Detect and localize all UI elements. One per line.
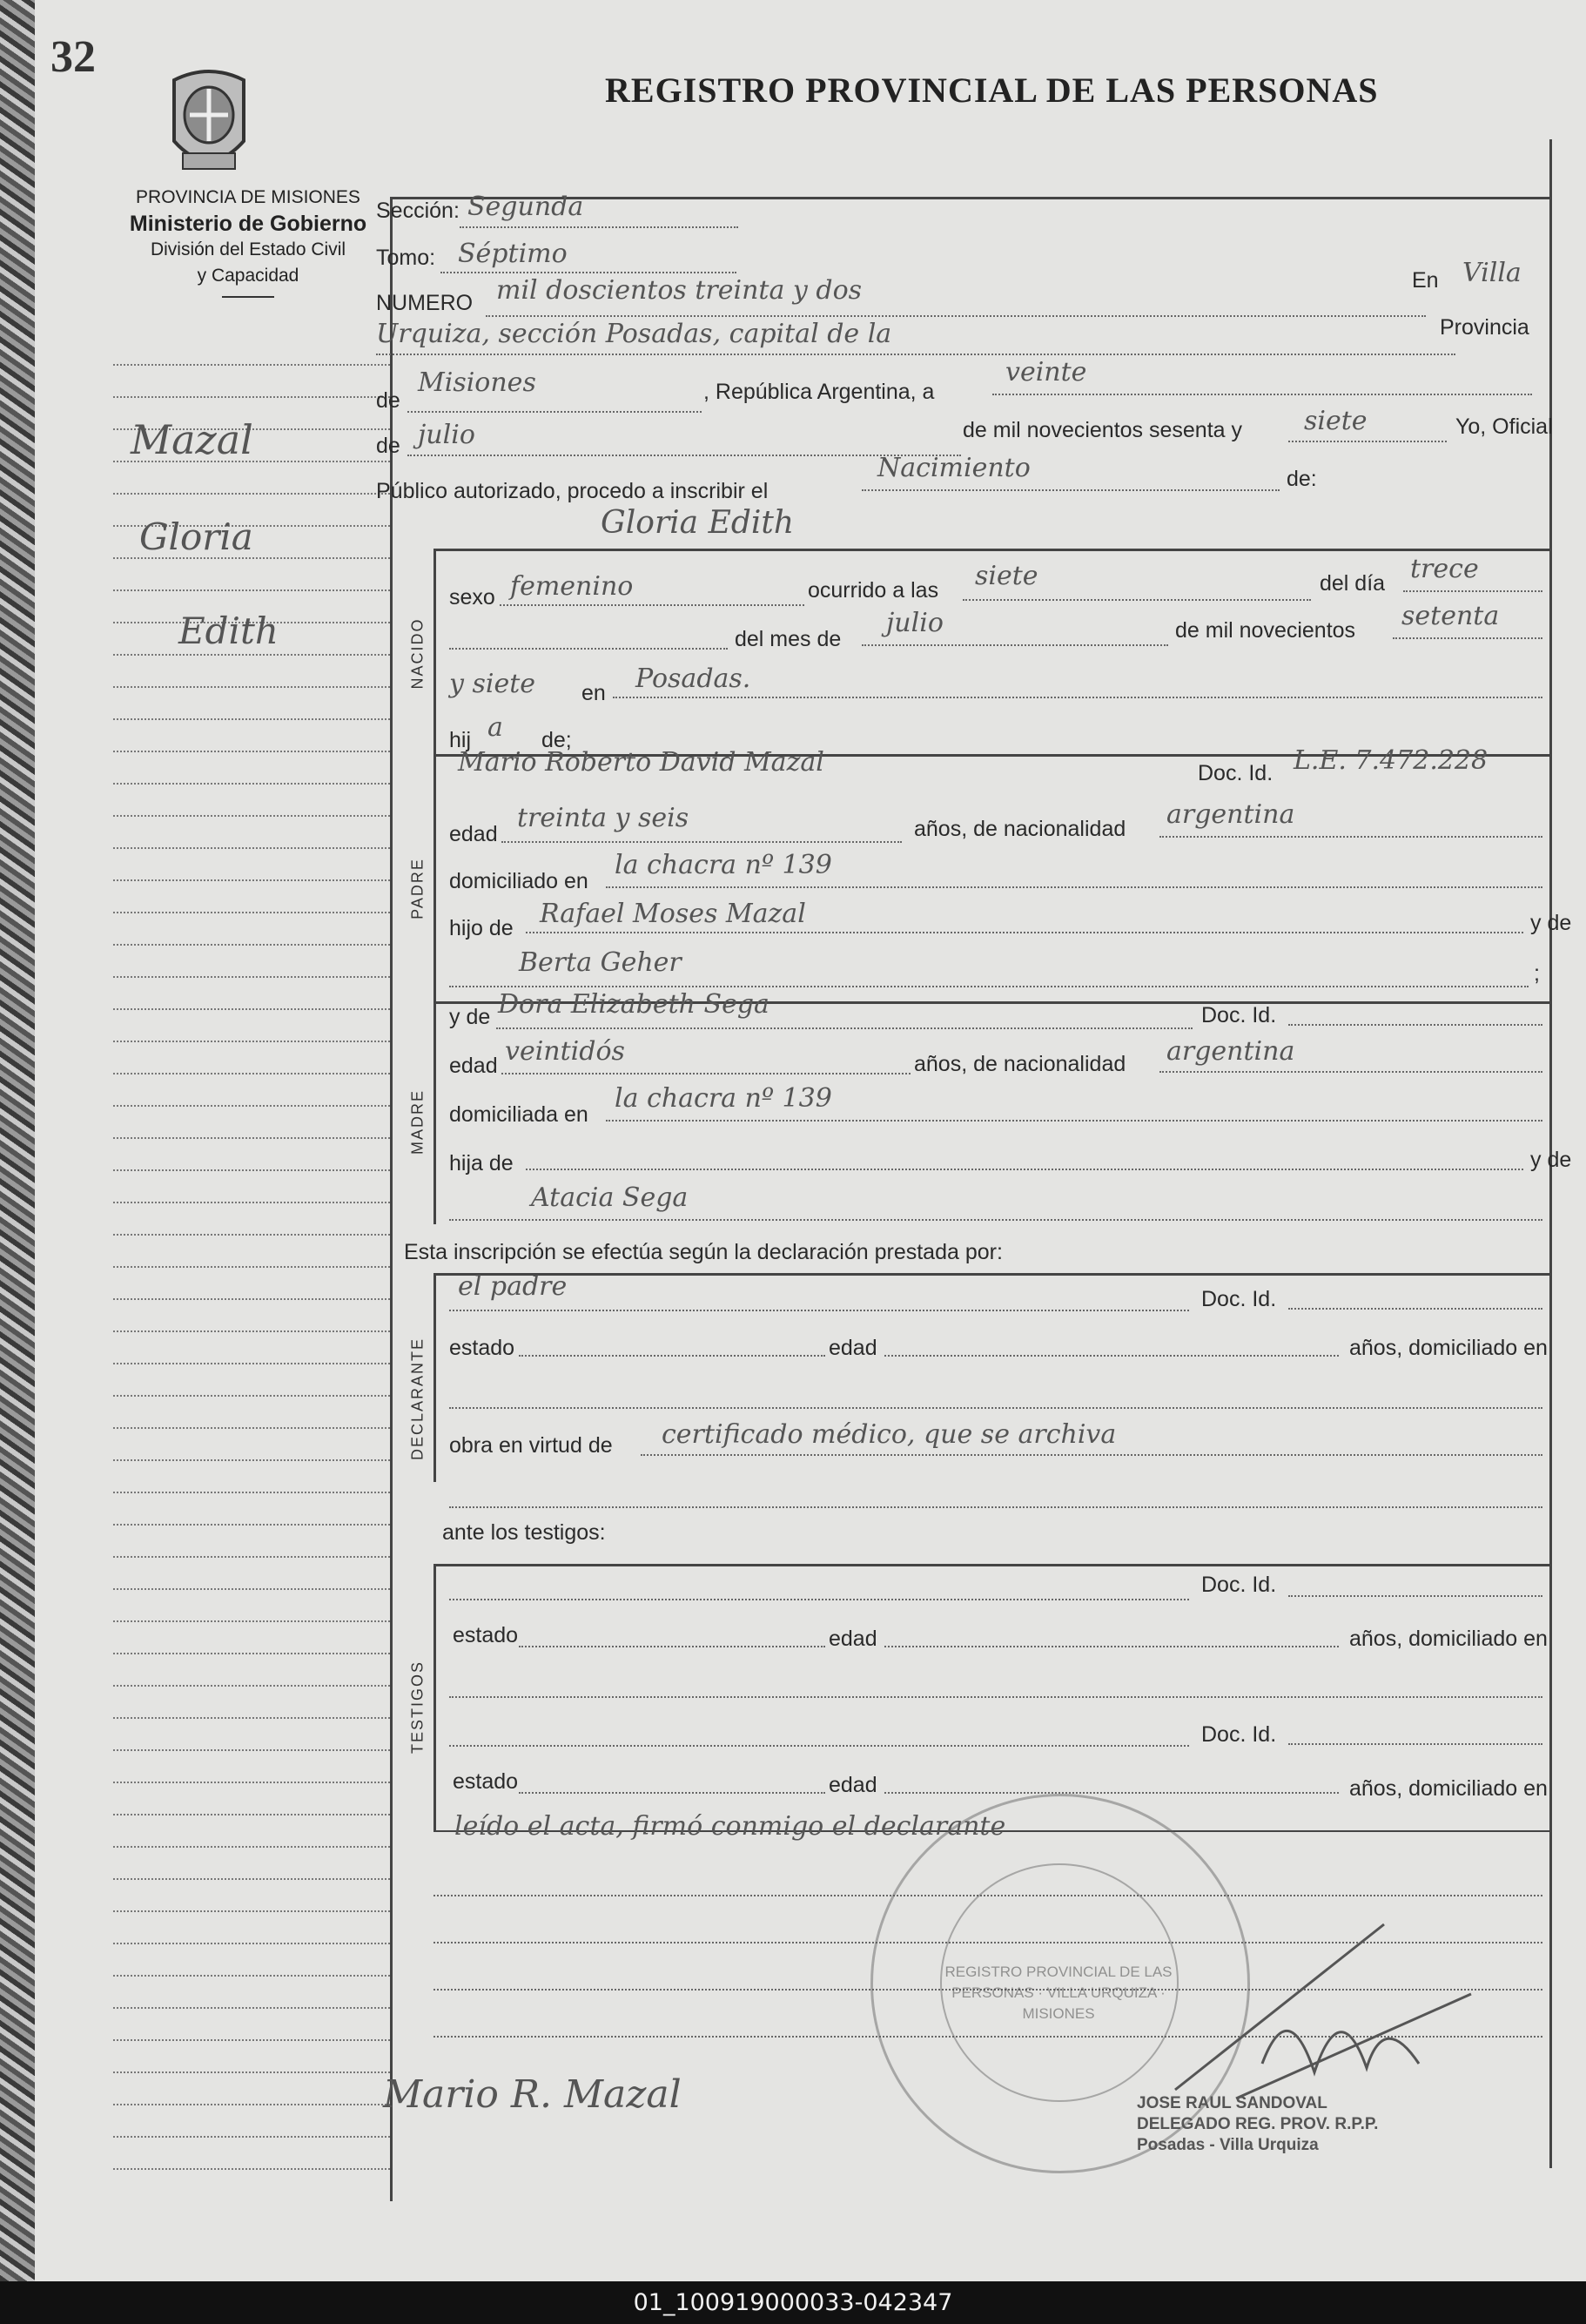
- padre-y-de-label: y de: [1530, 911, 1572, 935]
- madre-nacionalidad-value: argentina: [1166, 1036, 1295, 1067]
- publico-label: Público autorizado, procedo a inscribir el: [376, 479, 769, 503]
- padre-domicilio-value: la chacra nº 139: [615, 850, 832, 880]
- testigos-intro: ante los testigos:: [442, 1520, 606, 1545]
- padre-doc-label: Doc. Id.: [1198, 761, 1274, 785]
- closing-text: leído el acta, firmó conmigo el declarante: [454, 1811, 1006, 1842]
- registry-inner-stamp: [940, 1863, 1179, 2102]
- anio-value: setenta: [1401, 601, 1500, 631]
- padre-name: Mario Roberto David Mazal: [458, 747, 824, 778]
- seccion-value: Segunda: [467, 192, 584, 222]
- padre-edad-value: treinta y seis: [517, 803, 689, 833]
- dia-value: trece: [1410, 554, 1479, 584]
- testigo2-domicilio-label: años, domiciliado en: [1349, 1776, 1548, 1801]
- novecientos-label: de mil novecientos: [1175, 618, 1356, 643]
- oficial-label: Yo, Oficial: [1455, 414, 1553, 439]
- round-stamp-text: REGISTRO PROVINCIAL DE LAS PERSONAS · VILLA URQUIZA · MISIONES: [944, 1964, 1173, 2022]
- hij-value: a: [487, 712, 503, 743]
- de-label: de: [376, 388, 400, 413]
- tomo-label: Tomo:: [376, 246, 436, 270]
- nacido-section-label: NACIDO: [408, 617, 427, 690]
- padre-madre-de: Berta Geher: [519, 947, 682, 978]
- hij-label: hij: [449, 728, 472, 752]
- sexo-value: femenino: [510, 571, 634, 602]
- madre-y-de-label-2: y de: [1530, 1148, 1572, 1172]
- anio-value-2: y siete: [449, 669, 536, 699]
- madre-y-de-label: y de: [449, 1005, 491, 1029]
- madre-domicilio-value: la chacra nº 139: [615, 1083, 832, 1114]
- margin-middle-name: Edith: [178, 610, 279, 652]
- de-label-2: de: [376, 434, 400, 458]
- testigo1-doc-label: Doc. Id.: [1201, 1573, 1277, 1597]
- madre-edad-value: veintidós: [505, 1036, 625, 1067]
- padre-padre-de: Rafael Moses Mazal: [540, 899, 806, 929]
- anio-label: de mil novecientos sesenta y: [963, 418, 1243, 442]
- testigo1-edad-label: edad: [829, 1627, 877, 1651]
- declarante-obra-value: certificado médico, que se archiva: [662, 1419, 1117, 1450]
- padre-hijo-de-label: hijo de: [449, 916, 514, 940]
- declarante-obra-label: obra en virtud de: [449, 1433, 613, 1458]
- madre-edad-label: edad: [449, 1054, 498, 1078]
- declarante-name: el padre: [458, 1271, 568, 1302]
- ministry-capacity: y Capacidad: [197, 266, 299, 286]
- document-page: [35, 0, 1586, 2281]
- mes-label: del mes de: [735, 627, 842, 651]
- nacido-name: Gloria Edith: [601, 505, 795, 541]
- provincia-label: Provincia: [1440, 315, 1529, 340]
- margin-surname: Mazal: [131, 416, 253, 463]
- testigo1-domicilio-label: años, domiciliado en: [1349, 1627, 1548, 1651]
- ministry-name: Ministerio de Gobierno: [129, 212, 367, 236]
- testigos-section-label: TESTIGOS: [408, 1660, 427, 1755]
- official-location: Posadas - Villa Urquiza: [1137, 2136, 1319, 2154]
- testigo2-doc-label: Doc. Id.: [1201, 1722, 1277, 1747]
- padre-nacionalidad-label: años, de nacionalidad: [914, 817, 1126, 841]
- ocurrido-label: ocurrido a las: [808, 578, 939, 603]
- document-title: REGISTRO PROVINCIAL DE LAS PERSONAS: [605, 71, 1379, 110]
- numero-value: mil doscientos treinta y dos: [496, 275, 863, 306]
- tomo-value: Séptimo: [458, 239, 568, 269]
- padre-nacionalidad-value: argentina: [1166, 799, 1295, 830]
- ministry-division: División del Estado Civil: [150, 239, 346, 259]
- ministry-divider: [222, 296, 274, 298]
- madre-section-label: MADRE: [408, 1089, 427, 1155]
- declarant-signature: Mario R. Mazal: [383, 2072, 682, 2117]
- madre-domicilio-label: domiciliada en: [449, 1102, 588, 1127]
- mes-value: julio: [418, 420, 475, 450]
- provincia-value: Misiones: [418, 367, 536, 398]
- official-title: DELEGADO REG. PROV. R.P.P.: [1137, 2115, 1379, 2133]
- anio-value: siete: [1304, 406, 1368, 436]
- republica-label: , República Argentina, a: [703, 380, 935, 404]
- madre-nacionalidad-label: años, de nacionalidad: [914, 1052, 1126, 1076]
- provincial-crest-icon: [157, 63, 261, 185]
- dia-label: del día: [1320, 571, 1386, 596]
- testigo2-estado-label: estado: [453, 1769, 519, 1794]
- madre-madre-de: Atacia Sega: [531, 1182, 689, 1213]
- image-footer-code: 01_100919000033-042347: [0, 2281, 1586, 2324]
- ministry-block: [104, 185, 392, 298]
- madre-name: Dora Elizabeth Sega: [498, 989, 769, 1020]
- sexo-label: sexo: [449, 585, 495, 610]
- lugar-value: Posadas.: [635, 664, 751, 694]
- padre-semicolon: ;: [1534, 961, 1540, 986]
- official-signature-icon: [1158, 1890, 1523, 2116]
- testigo2-edad-label: edad: [829, 1773, 877, 1797]
- madre-doc-label: Doc. Id.: [1201, 1003, 1277, 1027]
- page-number: 32: [50, 32, 96, 82]
- de-colon: de:: [1287, 467, 1317, 491]
- hora-value: siete: [975, 561, 1038, 591]
- declarante-edad-label: edad: [829, 1336, 877, 1360]
- numero-label: NUMERO: [376, 291, 474, 315]
- en-label: En: [1412, 268, 1439, 293]
- en-value: Villa: [1462, 258, 1522, 288]
- margin-first-name: Gloria: [139, 515, 253, 558]
- madre-hija-de-label: hija de: [449, 1151, 514, 1175]
- declarante-doc-label: Doc. Id.: [1201, 1287, 1277, 1311]
- ministry-province: PROVINCIA DE MISIONES: [136, 187, 360, 207]
- padre-domicilio-label: domiciliado en: [449, 869, 588, 893]
- padre-edad-label: edad: [449, 822, 498, 846]
- dia-value: veinte: [1005, 357, 1087, 387]
- padre-section-label: PADRE: [408, 858, 427, 919]
- seccion-label: Sección:: [376, 199, 460, 223]
- declarante-section-label: DECLARANTE: [408, 1337, 427, 1461]
- testigo1-estado-label: estado: [453, 1623, 519, 1647]
- hij-de-label: de;: [541, 728, 572, 752]
- official-name: JOSE RAUL SANDOVAL: [1137, 2094, 1327, 2112]
- en-label: en: [581, 681, 606, 705]
- acto-value: Nacimiento: [877, 453, 1031, 483]
- declarante-estado-label: estado: [449, 1336, 515, 1360]
- mes-value: julio: [886, 608, 944, 638]
- declaracion-text: Esta inscripción se efectúa según la declaración prestada por:: [404, 1240, 1003, 1264]
- place-line: Urquiza, sección Posadas, capital de la: [376, 319, 892, 349]
- padre-doc-value: L.E. 7.472.228: [1294, 745, 1489, 776]
- declarante-domicilio-label: años, domiciliado en: [1349, 1336, 1548, 1360]
